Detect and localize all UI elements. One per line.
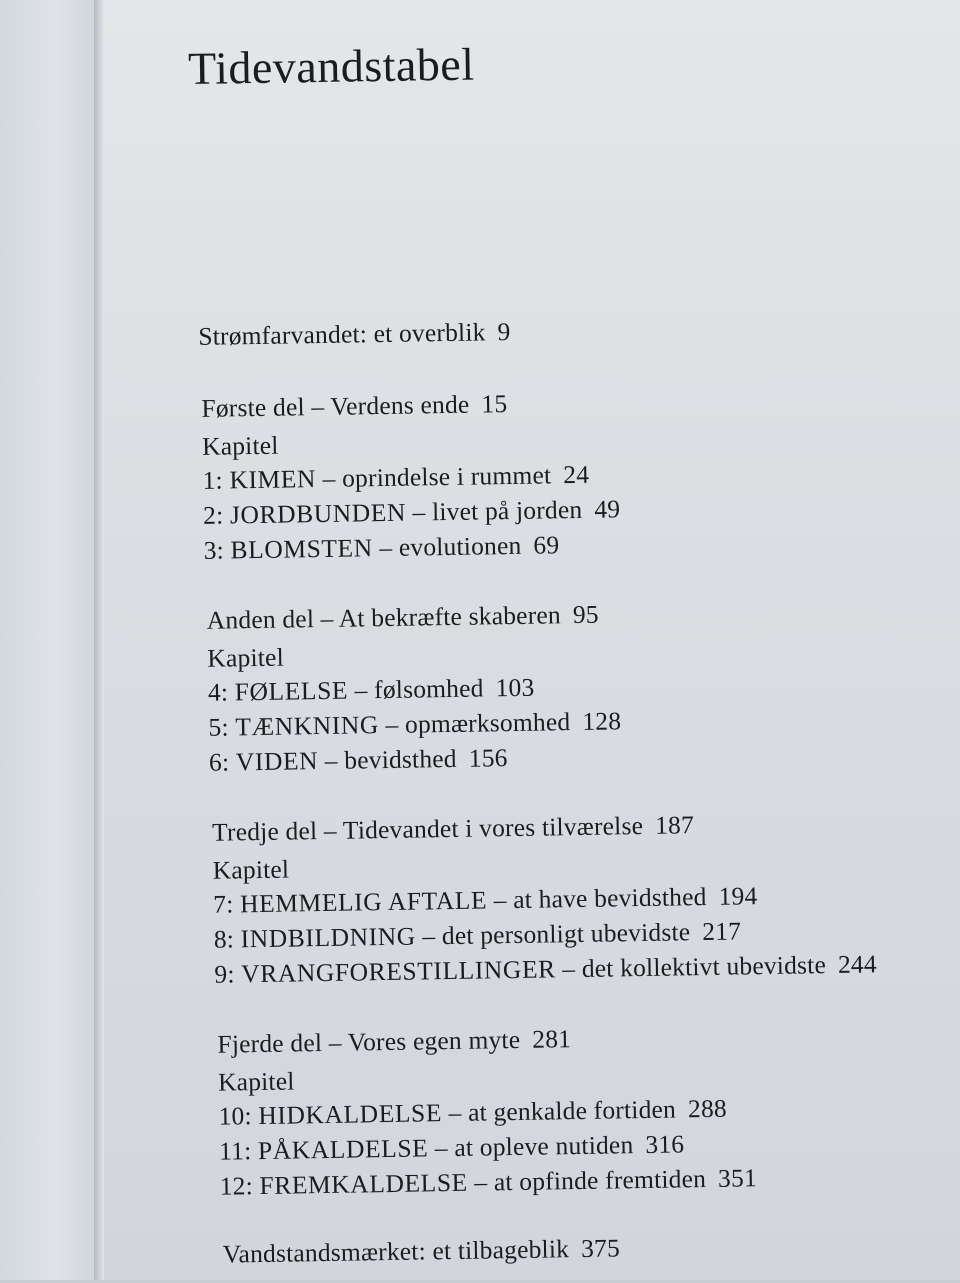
- page-number: 9: [497, 317, 511, 347]
- chapter-entry: [203, 530, 559, 566]
- chapter-subtitle: – følsomhed: [354, 673, 484, 705]
- chapter-number: 5:: [208, 712, 229, 742]
- chapter-entry: [219, 1129, 685, 1166]
- page-number: 194: [718, 881, 758, 911]
- page-number: 351: [717, 1163, 758, 1193]
- chapter-subtitle: – det personligt ubevidste: [422, 917, 691, 951]
- toc-entry-retrospect: [223, 1233, 621, 1269]
- chapter-number: 2:: [202, 500, 224, 530]
- part-heading: [201, 389, 507, 424]
- page-number: 156: [468, 743, 508, 773]
- chapter-number: 6:: [208, 747, 230, 777]
- chapter-name: FREMKALDELSE: [259, 1167, 469, 1201]
- chapter-number: 3:: [203, 535, 225, 565]
- chapter-entry: [218, 1094, 727, 1132]
- chapter-entry: [203, 494, 621, 531]
- chapter-number: 4:: [207, 677, 229, 707]
- chapter-entry: [202, 460, 589, 496]
- chapter-subtitle: – at have bevidsthed: [493, 881, 707, 915]
- chapter-name: VIDEN: [235, 746, 319, 777]
- chapter-subtitle: – at opleve nutiden: [434, 1130, 634, 1163]
- chapter-number: 8:: [213, 924, 235, 954]
- chapter-subtitle: – livet på jorden: [412, 494, 583, 527]
- chapter-name: HEMMELIG AFTALE: [239, 885, 488, 919]
- page-number: 103: [495, 672, 535, 703]
- chapter-name: TÆNKNING: [235, 710, 380, 742]
- chapter-subtitle: – at opfinde fremtiden: [474, 1164, 707, 1197]
- entry-label: Anden del – At bekræfte skaberen: [206, 600, 562, 635]
- chapter-name: BLOMSTEN: [230, 533, 373, 565]
- chapter-entry: [209, 743, 508, 778]
- page-title: Tidevandstabel: [187, 38, 475, 95]
- toc-entry-overview: [198, 317, 511, 352]
- kapitel-label: Kapitel: [207, 642, 285, 673]
- entry-label: Tredje del – Tidevandet i vores tilværelse: [211, 810, 644, 847]
- page-number: 375: [580, 1233, 621, 1264]
- chapter-entry: [214, 949, 877, 989]
- chapter-entry: [208, 673, 535, 708]
- chapter-number: 11:: [218, 1136, 252, 1166]
- chapter-subtitle: – oprindelse i rummet: [322, 460, 552, 493]
- chapter-number: 7:: [213, 889, 234, 919]
- chapter-number: 10:: [218, 1101, 253, 1131]
- kapitel-label: Kapitel: [217, 1066, 295, 1097]
- chapter-entry: [213, 881, 758, 920]
- chapter-name: HIDKALDELSE: [258, 1098, 443, 1131]
- chapter-name: VRANGFORESTILLINGER: [240, 954, 556, 989]
- chapter-subtitle: – evolutionen: [379, 530, 522, 563]
- page-number: 288: [687, 1093, 728, 1124]
- page-number: 69: [533, 530, 560, 560]
- part-heading: [207, 600, 599, 636]
- chapter-entry: [214, 916, 742, 954]
- chapter-name: JORDBUNDEN: [229, 497, 407, 530]
- chapter-name: PÅKALDELSE: [257, 1133, 429, 1166]
- chapter-subtitle: – bevidsthed: [324, 743, 457, 775]
- chapter-name: FØLELSE: [234, 675, 349, 707]
- kapitel-label: Kapitel: [201, 430, 279, 461]
- chapter-name: KIMEN: [229, 464, 317, 495]
- entry-label: Strømfarvandet: et overblik: [198, 317, 486, 351]
- chapter-number: 12:: [219, 1171, 254, 1201]
- page-number: 128: [582, 706, 622, 736]
- chapter-subtitle: – at genkalde fortiden: [448, 1094, 677, 1128]
- entry-label: Vandstandsmærket: et tilbageblik: [222, 1234, 570, 1269]
- chapter-subtitle: – det kollektivt ubevidste: [562, 950, 827, 984]
- entry-label: Første del – Verdens ende: [201, 389, 470, 423]
- chapter-subtitle: – opmærksomhed: [385, 707, 571, 740]
- page-number: 316: [645, 1129, 685, 1159]
- part-heading: [212, 810, 694, 848]
- chapter-entry: [219, 1163, 757, 1201]
- chapter-entry: [208, 706, 621, 742]
- kapitel-label: Kapitel: [212, 854, 290, 885]
- page-number: 49: [594, 494, 621, 524]
- page-number: 24: [563, 459, 590, 490]
- page-number: 15: [481, 389, 508, 419]
- page-number: 95: [572, 599, 599, 630]
- page-number: 187: [654, 810, 695, 840]
- chapter-number: 9:: [214, 959, 235, 989]
- page-number: 281: [532, 1024, 572, 1054]
- chapter-name: INDBILDNING: [240, 921, 417, 954]
- page-number: 244: [837, 949, 878, 979]
- part-heading: [217, 1024, 571, 1060]
- page-number: 217: [702, 916, 742, 947]
- chapter-number: 1:: [202, 465, 224, 495]
- entry-label: Fjerde del – Vores egen myte: [217, 1024, 521, 1059]
